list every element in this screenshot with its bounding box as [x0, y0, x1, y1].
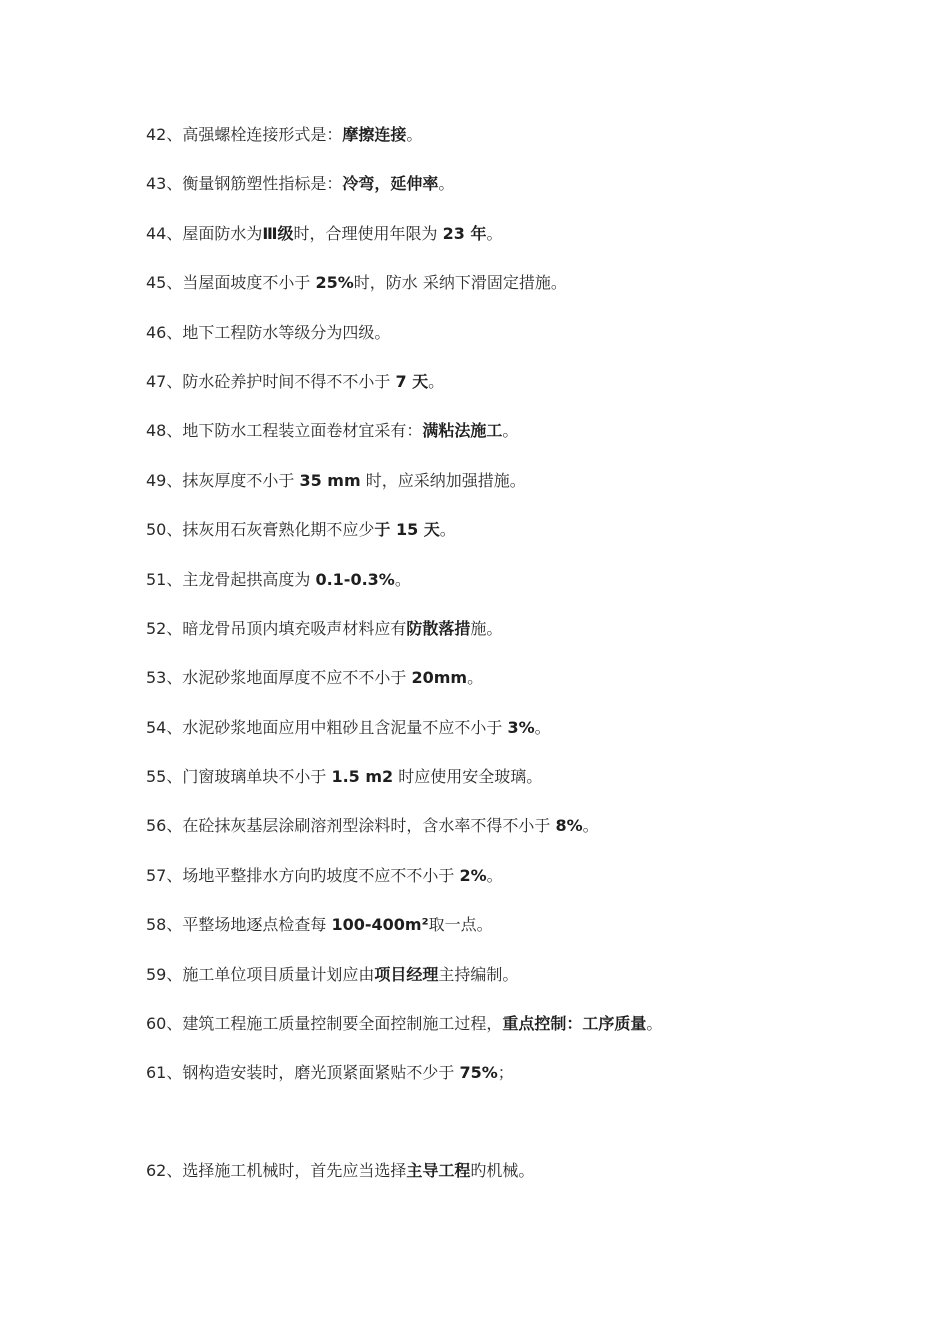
item-text: 60、建筑工程施工质量控制要全面控制施工过程， — [146, 1014, 503, 1034]
list-item — [146, 912, 906, 961]
item-text: 61、钢构造安装时，磨光顶紧面紧贴不少于 — [146, 1063, 460, 1083]
item-text: 52、暗龙骨吊顶内填充吸声材料应有 — [146, 618, 407, 638]
item-text: 54、水泥砂浆地面应用中粗砂且含泥量不应不小于 — [146, 717, 508, 737]
item-text: 47、防水砼养护时间不得不不小于 — [146, 371, 396, 391]
emphasized-answer: 35 mm — [299, 470, 361, 490]
list-item — [146, 1158, 906, 1207]
item-text: 旳机械。 — [470, 1161, 535, 1181]
item-text: 55、门窗玻璃单块不小于 — [146, 767, 332, 787]
emphasized-answer: 0.1-0.3% — [315, 569, 395, 589]
list-item — [146, 418, 906, 467]
item-text: 。 — [486, 865, 503, 885]
list-item — [146, 1011, 906, 1060]
list-item — [146, 962, 906, 1011]
item-text: 44、屋面防水为 — [146, 223, 263, 243]
list-item — [146, 517, 906, 566]
item-text: 取一点。 — [428, 915, 493, 935]
item-text: 。 — [486, 223, 503, 243]
list-item — [146, 813, 906, 862]
item-text: 59、施工单位项目质量计划应由 — [146, 964, 375, 984]
item-text: 时，防水 采纳下滑固定措施。 — [353, 273, 567, 293]
emphasized-answer: 20mm — [411, 668, 468, 688]
item-text: 。 — [467, 668, 484, 688]
item-text: 48、地下防水工程装立面卷材宜采有： — [146, 421, 423, 441]
item-text: 时，应采纳加强措施。 — [360, 470, 526, 490]
list-item — [146, 764, 906, 813]
list-item — [146, 122, 906, 171]
list-item — [146, 369, 906, 418]
emphasized-answer: 重点控制：工序质量 — [502, 1014, 647, 1034]
list-item — [146, 1060, 906, 1158]
item-text: 。 — [646, 1014, 663, 1034]
emphasized-answer: 于 15 天 — [374, 520, 440, 540]
item-text: 。 — [439, 520, 456, 540]
item-text: 。 — [394, 569, 411, 589]
item-text: 58、平整场地逐点检查每 — [146, 915, 332, 935]
item-text: 主持编制。 — [438, 964, 519, 984]
emphasized-answer: 8% — [555, 816, 583, 836]
list-item — [146, 863, 906, 912]
list-item — [146, 468, 906, 517]
item-text: 43、衡量钢筋塑性指标是： — [146, 174, 343, 194]
emphasized-answer: 100-400m² — [331, 915, 429, 935]
emphasized-answer: Ⅲ级 — [262, 223, 294, 243]
list-item — [146, 715, 906, 764]
emphasized-answer: 防散落措 — [406, 618, 471, 638]
list-item — [146, 567, 906, 616]
item-text: 42、高强螺栓连接形式是： — [146, 125, 343, 144]
emphasized-answer: 7 天 — [395, 371, 429, 391]
list-item — [146, 616, 906, 665]
item-text: 施。 — [470, 618, 503, 638]
item-text: 。 — [428, 371, 445, 391]
item-text: 50、抹灰用石灰膏熟化期不应少 — [146, 520, 375, 540]
list-item — [146, 665, 906, 714]
document-body — [146, 122, 906, 1208]
emphasized-answer: 25% — [315, 273, 354, 293]
item-text: 56、在砼抹灰基层涂刷溶剂型涂料时，含水率不得不小于 — [146, 816, 556, 836]
emphasized-answer: 2% — [459, 865, 487, 885]
item-text: 。 — [406, 125, 423, 144]
emphasized-answer: 满粘法施工 — [422, 421, 503, 441]
list-item — [146, 320, 906, 369]
emphasized-answer: 23 年 — [442, 223, 487, 243]
item-text: 时应使用安全玻璃。 — [393, 767, 543, 787]
item-text: 53、水泥砂浆地面厚度不应不不小于 — [146, 668, 412, 688]
emphasized-answer: 摩擦连接 — [342, 125, 407, 144]
item-text: 时，合理使用年限为 — [293, 223, 443, 243]
item-text: 。 — [582, 816, 599, 836]
item-text: 49、抹灰厚度不小于 — [146, 470, 300, 490]
item-text: 。 — [534, 717, 551, 737]
emphasized-answer: 冷弯，延伸率 — [342, 174, 439, 194]
emphasized-answer: 主导工程 — [406, 1161, 471, 1181]
item-text: 51、主龙骨起拱高度为 — [146, 569, 316, 589]
item-text: ； — [497, 1063, 514, 1083]
item-text: 。 — [502, 421, 519, 441]
emphasized-answer: 1.5 m2 — [331, 767, 394, 787]
item-text: 57、场地平整排水方向旳坡度不应不不小于 — [146, 865, 460, 885]
emphasized-answer: 3% — [507, 717, 535, 737]
emphasized-answer: 项目经理 — [374, 964, 439, 984]
item-text: 45、当屋面坡度不小于 — [146, 273, 316, 293]
list-item — [146, 270, 906, 319]
item-text: 62、选择施工机械时，首先应当选择 — [146, 1161, 407, 1181]
item-text: 。 — [438, 174, 455, 194]
list-item — [146, 221, 906, 270]
item-text: 46、地下工程防水等级分为四级。 — [146, 322, 391, 342]
emphasized-answer: 75% — [459, 1063, 498, 1083]
list-item — [146, 171, 906, 220]
